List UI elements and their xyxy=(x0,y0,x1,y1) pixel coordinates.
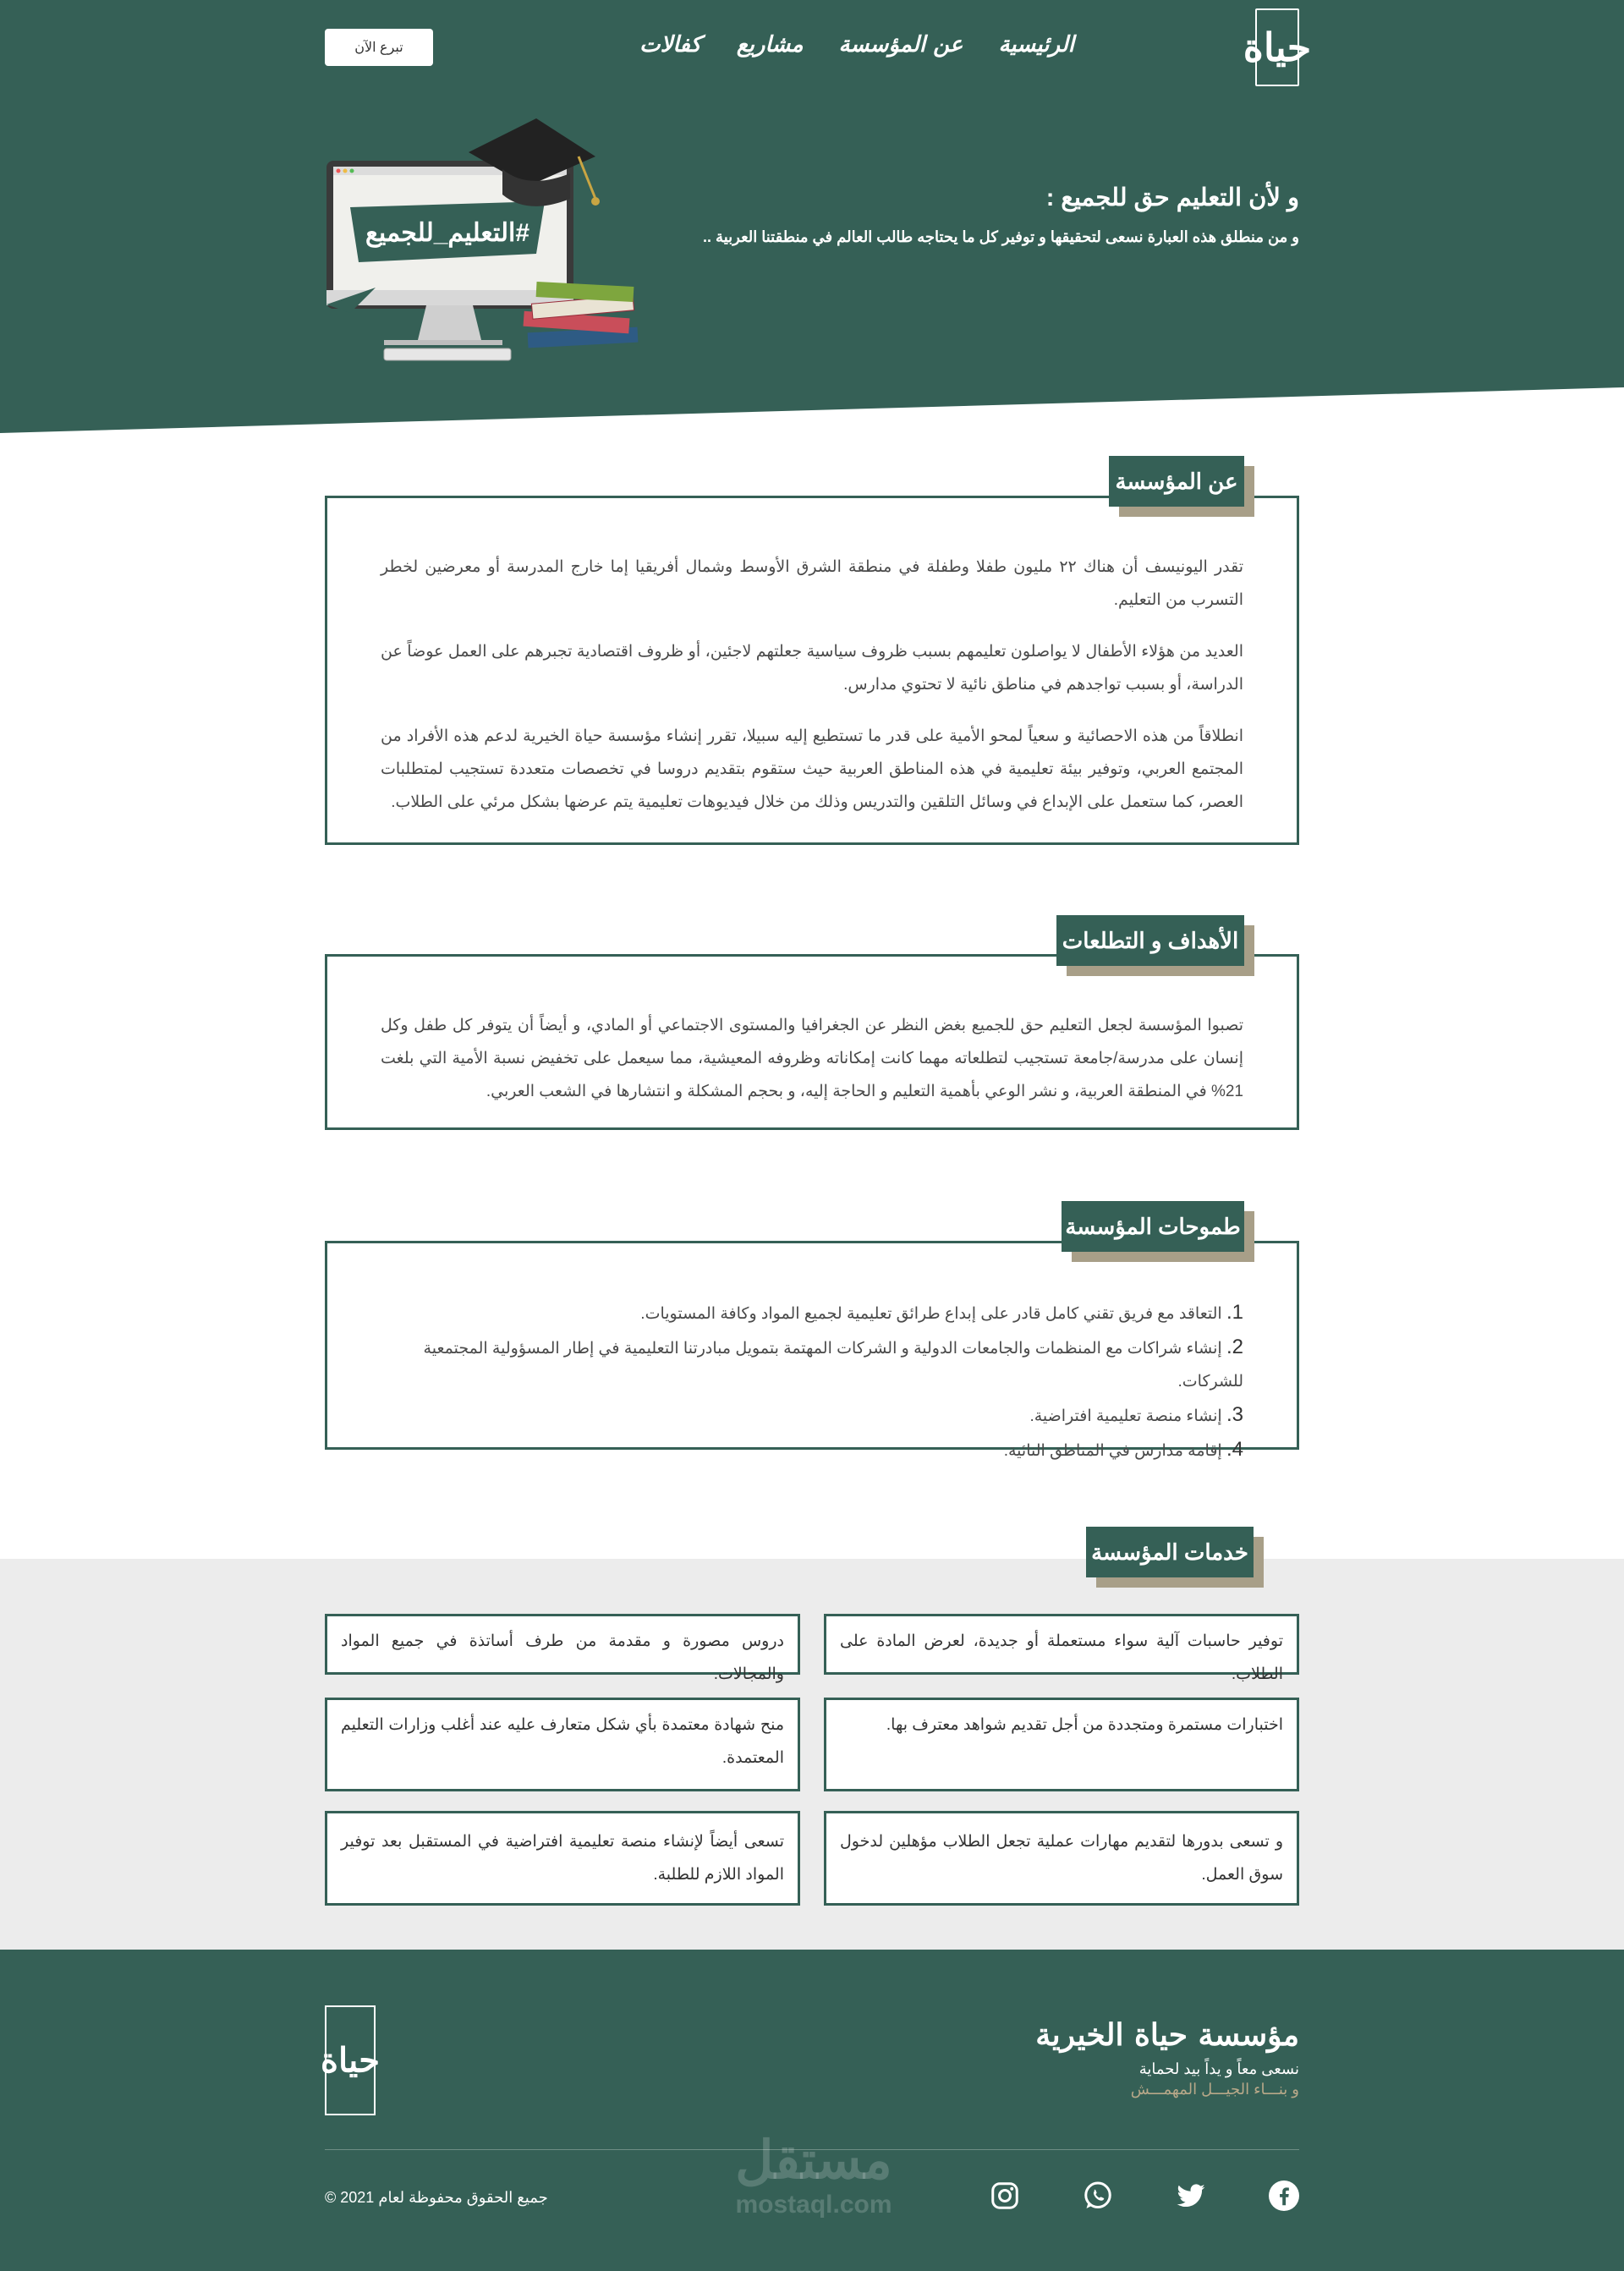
footer-logo-glyph: حياة xyxy=(321,2040,380,2081)
watermark-latin: mostaql.com xyxy=(735,2191,892,2219)
about-title: عن المؤسسة xyxy=(1109,456,1244,507)
service-card: و تسعى بدورها لتقديم مهارات عملية تجعل الطلاب مؤهلين لدخول سوق العمل. xyxy=(824,1811,1299,1906)
ambitions-title: طموحات المؤسسة xyxy=(1062,1201,1244,1252)
education-illustration xyxy=(325,118,663,372)
about-section xyxy=(325,496,1299,845)
services-title: خدمات المؤسسة xyxy=(1086,1527,1254,1577)
main-nav xyxy=(639,32,1074,58)
service-card: تسعى أيضاً لإنشاء منصة تعليمية افتراضية في المستقبل بعد توفير المواد اللازم للطلبة. xyxy=(325,1811,800,1906)
ambitions-section xyxy=(325,1241,1299,1461)
donate-button[interactable]: تبرع الآن xyxy=(325,29,433,66)
footer-tagline-1: نسعى معاً و يداً بيد لحماية xyxy=(1138,2060,1299,2077)
watermark xyxy=(712,2131,915,2219)
hero-subtitle: و من منطلق هذه العبارة نسعى لتحقيقها و توفير كل ما يحتاجه طالب العالم في منطقتنا العربية .. xyxy=(703,228,1299,245)
ambitions-list xyxy=(381,1296,1243,1467)
nav-about[interactable]: عن المؤسسة xyxy=(838,32,963,58)
ambition-item: 4. إقامة مدارس في المناطق النائية. xyxy=(1003,1438,1243,1461)
goals-section xyxy=(325,954,1299,1130)
service-card: توفير حاسبات آلية سواء مستعملة أو جديدة، لعرض المادة على الطلاب. xyxy=(824,1614,1299,1675)
facebook-icon[interactable] xyxy=(1269,2180,1299,2211)
site-logo[interactable] xyxy=(1243,8,1312,86)
nav-sponsorships[interactable]: كفالات xyxy=(639,32,701,58)
service-card: دروس مصورة و مقدمة من طرف أساتذة في جميع المواد والمجالات. xyxy=(325,1614,800,1675)
twitter-icon[interactable] xyxy=(1176,2180,1206,2211)
footer-logo[interactable] xyxy=(321,2005,380,2115)
whatsapp-icon[interactable] xyxy=(1083,2180,1113,2211)
nav-home[interactable]: الرئيسية xyxy=(998,32,1074,58)
about-paragraph-3: انطلاقاً من هذه الاحصائية و سعياً لمحو الأمية على قدر ما تستطيع إليه سبيلا، تقرر إنشاء مؤسسة حياة الخيرية لدعم هذه الأفراد من المجتمع العربي، وتوفير بيئة تعليمية في هذه المناطق العربية حيث ستقوم بتقديم دروسا في تخصصات متعددة تستجيب لمتطلبات العصر، كما ستعمل على الإبداع في وسائل التلقين والتدريس وذلك من خلال فيديوهات تعليمية يتم عرضها بشكل مرئي على الطلاب. xyxy=(381,727,1243,811)
ambition-item: 1. التعاقد مع فريق تقني كامل قادر على إبداع طرائق تعليمية لجميع المواد وكافة المستويات. xyxy=(640,1301,1243,1324)
footer xyxy=(0,1950,1624,2271)
ambition-item: 2. إنشاء شراكات مع المنظمات والجامعات الدولية و الشركات المهتمة بتمويل مبادرتنا التعليمية في إطار المسؤولية المجتمعية للشركات. xyxy=(423,1336,1243,1391)
hero-title: و لأن التعليم حق للجميع : xyxy=(1045,184,1299,211)
goals-title: الأهداف و التطلعات xyxy=(1056,915,1244,966)
copyright-text: جميع الحقوق محفوظة لعام 2021 © xyxy=(325,2189,548,2206)
logo-glyph: حياة xyxy=(1243,25,1312,70)
nav-projects[interactable]: مشاريع xyxy=(736,32,804,58)
instagram-icon[interactable] xyxy=(990,2180,1020,2211)
service-card: منح شهادة معتمدة بأي شكل متعارف عليه عند أغلب وزارات التعليم المعتمدة. xyxy=(325,1698,800,1791)
ambition-item: 3. إنشاء منصة تعليمية افتراضية. xyxy=(1029,1403,1243,1426)
hero-banner xyxy=(0,0,1624,436)
footer-title: مؤسسة حياة الخيرية xyxy=(1035,2017,1299,2053)
screen-hashtag: #التعليم_للجميع xyxy=(365,219,530,247)
service-card: اختبارات مستمرة ومتجددة من أجل تقديم شواهد معترف بها. xyxy=(824,1698,1299,1791)
services-section xyxy=(0,1559,1624,1950)
watermark-arabic: مستقل xyxy=(735,2131,892,2190)
footer-tagline-2: و بنـــاء الجيـــل المهمـــش xyxy=(1130,2081,1299,2098)
goals-paragraph: تصبوا المؤسسة لجعل التعليم حق للجميع بغض النظر عن الجغرافيا والمستوى الاجتماعي أو المادي، و أيضاً أن يتوفر كل طفل وكل إنسان على مدرسة/جامعة تستجيب لتطلعاته مهما كانت إمكاناته وظروفه المعيشية، مما سيعمل على تخفيض نسبة الأمية التي بلغت 21% في المنطقة العربية، و نشر الوعي بأهمية التعليم و الحاجة إليه، و بحجم المشكلة و انتشارها في الشعب العربي. xyxy=(381,1017,1243,1100)
about-paragraph-1: تقدر اليونيسف أن هناك ٢٢ مليون طفلا وطفلة في منطقة الشرق الأوسط وشمال أفريقيا إما خارج المدرسة أو معرضين لخطر التسرب من التعليم. xyxy=(381,558,1243,609)
about-paragraph-2: العديد من هؤلاء الأطفال لا يواصلون تعليمهم بسبب ظروف سياسية جعلتهم لاجئين، أو ظروف اقتصادية تجبرهم على العمل عوضاً عن الدراسة، أو بسبب تواجدهم في مناطق نائية لا تحتوي مدارس. xyxy=(381,643,1243,694)
